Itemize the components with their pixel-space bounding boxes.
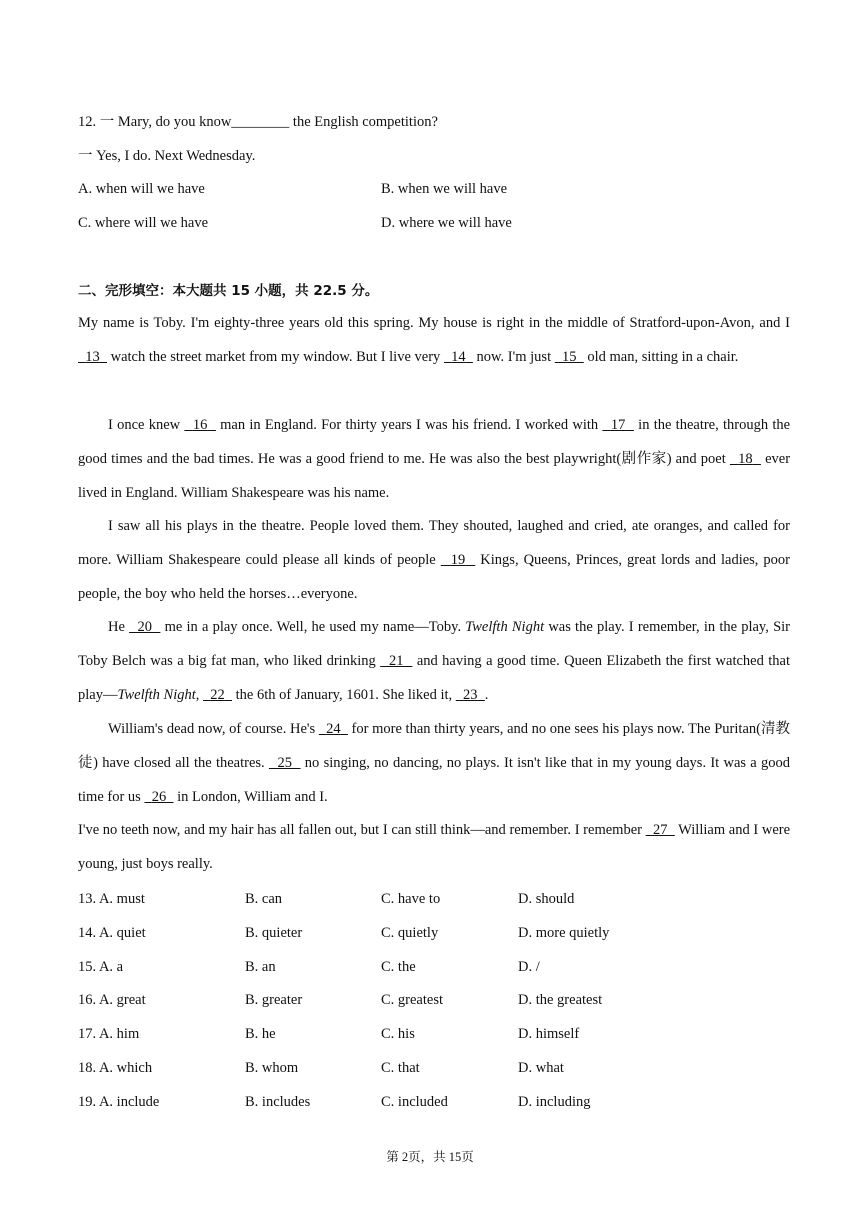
- option-13-c[interactable]: C. have to: [381, 891, 441, 907]
- passage-paragraph-2: I once knew 16 man in England. For thirty years I was his friend. I worked with 17 in the theatre, through the good times and the bad times. He was a good friend to me. He was also the best playwright(剧作家) and poet 18 ever lived in England. William Shakespeare was his name.: [78, 417, 791, 501]
- option-17-a[interactable]: 17. A. him: [78, 1026, 140, 1042]
- blank-18: 18: [738, 450, 753, 467]
- passage-paragraph-6: I've no teeth now, and my hair has all fallen out, but I can still think—and remember. I remember 27 William and I were young, just boys really.: [78, 822, 791, 872]
- page-footer: 第 2页，共 15页: [386, 1150, 474, 1164]
- option-15-b[interactable]: B. an: [245, 959, 276, 975]
- option-16-a[interactable]: 16. A. great: [78, 992, 146, 1008]
- q12-stem: 12. 一 Mary, do you know________ the English competition?: [78, 114, 438, 130]
- option-15-c[interactable]: C. the: [381, 959, 416, 975]
- q12-option-d[interactable]: D. where we will have: [381, 215, 512, 231]
- passage-paragraph-4: He 20 me in a play once. Well, he used my name—Toby. Twelfth Night was the play. I remember, in the play, Sir Toby Belch was a big fat man, who liked drinking 21 and having a good time. Queen Elizabeth the first watched that play—Twelfth Night, 22 the 6th of January, 1601. She liked it, 23 .: [78, 619, 791, 703]
- option-15-d[interactable]: D. /: [518, 959, 540, 975]
- option-17-d[interactable]: D. himself: [518, 1026, 580, 1042]
- option-14-d[interactable]: D. more quietly: [518, 925, 610, 941]
- option-19-a[interactable]: 19. A. include: [78, 1094, 160, 1110]
- blank-17: 17: [610, 417, 626, 433]
- option-17-b[interactable]: B. he: [245, 1026, 276, 1042]
- blank-15: 15: [561, 348, 577, 365]
- option-13-d[interactable]: D. should: [518, 891, 575, 907]
- option-19-b[interactable]: B. includes: [245, 1094, 311, 1110]
- option-18-b[interactable]: B. whom: [245, 1060, 299, 1076]
- option-18-c[interactable]: C. that: [381, 1060, 420, 1076]
- q12-answer-line: 一 Yes, I do. Next Wednesday.: [78, 148, 256, 164]
- passage-paragraph-3: I saw all his plays in the theatre. People loved them. They shouted, laughed and cried, ate oranges, and called for more. William Shakespeare could please all kinds of people 19 Kings, Queens, Princes, great lords and ladies, poor people, the boy who held the horses…everyone.: [78, 518, 791, 602]
- passage-paragraph-1: My name is Toby. I'm eighty-three years old this spring. My house is right in the middle of Stratford-upon-Avon, and I 13 watch the street market from my window. But I live very 14 now. I'm just 15 old man, sitting in a chair.: [78, 315, 790, 365]
- option-13-a[interactable]: 13. A. must: [78, 891, 145, 907]
- blank-25: 25: [277, 754, 292, 771]
- blank-23: 23: [463, 686, 478, 703]
- option-13-b[interactable]: B. can: [245, 891, 283, 907]
- option-19-d[interactable]: D. including: [518, 1094, 591, 1110]
- blank-26: 26: [151, 788, 167, 805]
- play-title: Twelfth Night: [465, 619, 545, 635]
- blank-22: 22: [210, 686, 225, 703]
- option-15-a[interactable]: 15. A. a: [78, 959, 124, 975]
- option-17-c[interactable]: C. his: [381, 1026, 415, 1042]
- blank-16: 16: [192, 417, 208, 433]
- option-18-d[interactable]: D. what: [518, 1060, 564, 1076]
- blank-24: 24: [326, 721, 341, 737]
- q12-option-c[interactable]: C. where will we have: [78, 215, 209, 231]
- option-19-c[interactable]: C. included: [381, 1094, 448, 1110]
- option-14-b[interactable]: B. quieter: [245, 925, 303, 941]
- option-16-c[interactable]: C. greatest: [381, 992, 444, 1008]
- option-18-a[interactable]: 18. A. which: [78, 1060, 153, 1076]
- blank-13: 13: [85, 348, 100, 365]
- option-16-b[interactable]: B. greater: [245, 992, 303, 1008]
- q12-option-a[interactable]: A. when will we have: [78, 181, 205, 197]
- blank-14: 14: [451, 348, 466, 365]
- passage-paragraph-5: William's dead now, of course. He's 24 for more than thirty years, and no one sees his plays now. The Puritan(清教徒) have closed all the theatres. 25 no singing, no dancing, no plays. It isn't like that in my young days. It was a good time for us 26 in London, William and I.: [78, 721, 791, 805]
- play-title: Twelfth Night: [117, 686, 196, 703]
- option-16-d[interactable]: D. the greatest: [518, 992, 603, 1008]
- blank-20: 20: [137, 619, 152, 635]
- option-14-c[interactable]: C. quietly: [381, 925, 439, 941]
- blank-27: 27: [652, 822, 668, 838]
- blank-19: 19: [450, 551, 466, 568]
- section-title: 二、完形填空：本大题共 15 小题，共 22.5 分。: [78, 283, 379, 299]
- option-14-a[interactable]: 14. A. quiet: [78, 925, 146, 941]
- q12-option-b[interactable]: B. when we will have: [381, 181, 508, 197]
- blank-21: 21: [389, 652, 404, 669]
